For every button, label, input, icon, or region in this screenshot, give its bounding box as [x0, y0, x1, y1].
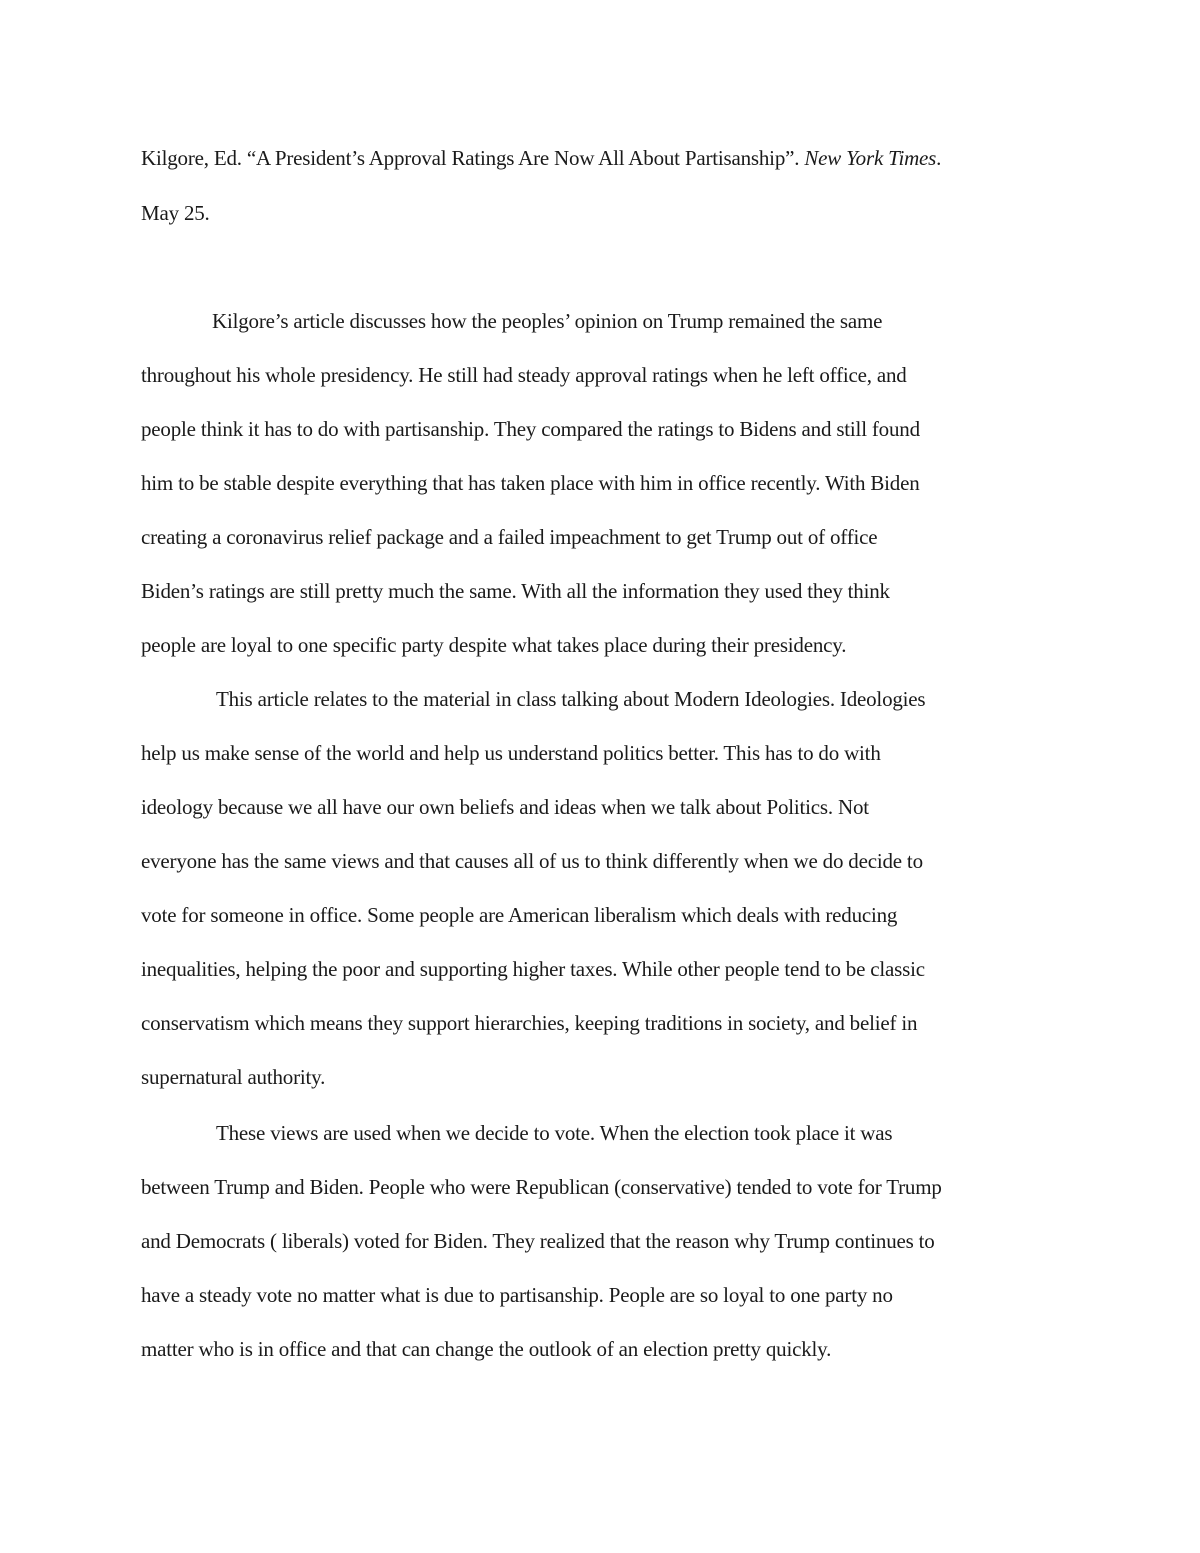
citation-period: . — [936, 146, 942, 170]
paragraph-1-line-6: Biden’s ratings are still pretty much the same. With all the information they used they think — [141, 579, 890, 603]
paragraph-1-line-2: throughout his whole presidency. He still had steady approval ratings when he left office, and — [141, 363, 907, 387]
paragraph-1-line-3: people think it has to do with partisanship. They compared the ratings to Bidens and still found — [141, 417, 920, 441]
paragraph-2-line-6: inequalities, helping the poor and supporting higher taxes. While other people tend to be classic — [141, 957, 925, 981]
paragraph-3-line-1: These views are used when we decide to vote. When the election took place it was — [216, 1121, 893, 1145]
citation-source: New York Times — [804, 146, 937, 170]
paragraph-2-line-8: supernatural authority. — [141, 1065, 326, 1089]
paragraph-1-line-1: Kilgore’s article discusses how the peoples’ opinion on Trump remained the same — [212, 309, 883, 333]
citation-line — [141, 148, 941, 169]
paragraph-3-line-3: and Democrats ( liberals) voted for Biden. They realized that the reason why Trump continues to — [141, 1229, 935, 1253]
citation-prefix: Kilgore, Ed. “A President’s Approval Ratings Are Now All About Partisanship”. — [141, 146, 805, 170]
paragraph-1-line-5: creating a coronavirus relief package and a failed impeachment to get Trump out of office — [141, 525, 878, 549]
paragraph-2-line-4: everyone has the same views and that causes all of us to think differently when we do decide to — [141, 849, 923, 873]
citation-date: May 25. — [141, 201, 210, 225]
paragraph-1-line-4: him to be stable despite everything that has taken place with him in office recently. With Biden — [141, 471, 920, 495]
paragraph-3-line-2: between Trump and Biden. People who were Republican (conservative) tended to vote for Trump — [141, 1175, 942, 1199]
paragraph-2-line-1: This article relates to the material in class talking about Modern Ideologies. Ideologies — [216, 687, 926, 711]
paragraph-3-line-4: have a steady vote no matter what is due to partisanship. People are so loyal to one party no — [141, 1283, 893, 1307]
paragraph-2-line-5: vote for someone in office. Some people are American liberalism which deals with reducing — [141, 903, 898, 927]
paragraph-2-line-7: conservatism which means they support hierarchies, keeping traditions in society, and belief in — [141, 1011, 918, 1035]
paragraph-2-line-2: help us make sense of the world and help us understand politics better. This has to do with — [141, 741, 881, 765]
paragraph-2-line-3: ideology because we all have our own beliefs and ideas when we talk about Politics. Not — [141, 795, 869, 819]
paragraph-1-line-7: people are loyal to one specific party despite what takes place during their presidency. — [141, 633, 847, 657]
paragraph-3-line-5: matter who is in office and that can change the outlook of an election pretty quickly. — [141, 1337, 832, 1361]
